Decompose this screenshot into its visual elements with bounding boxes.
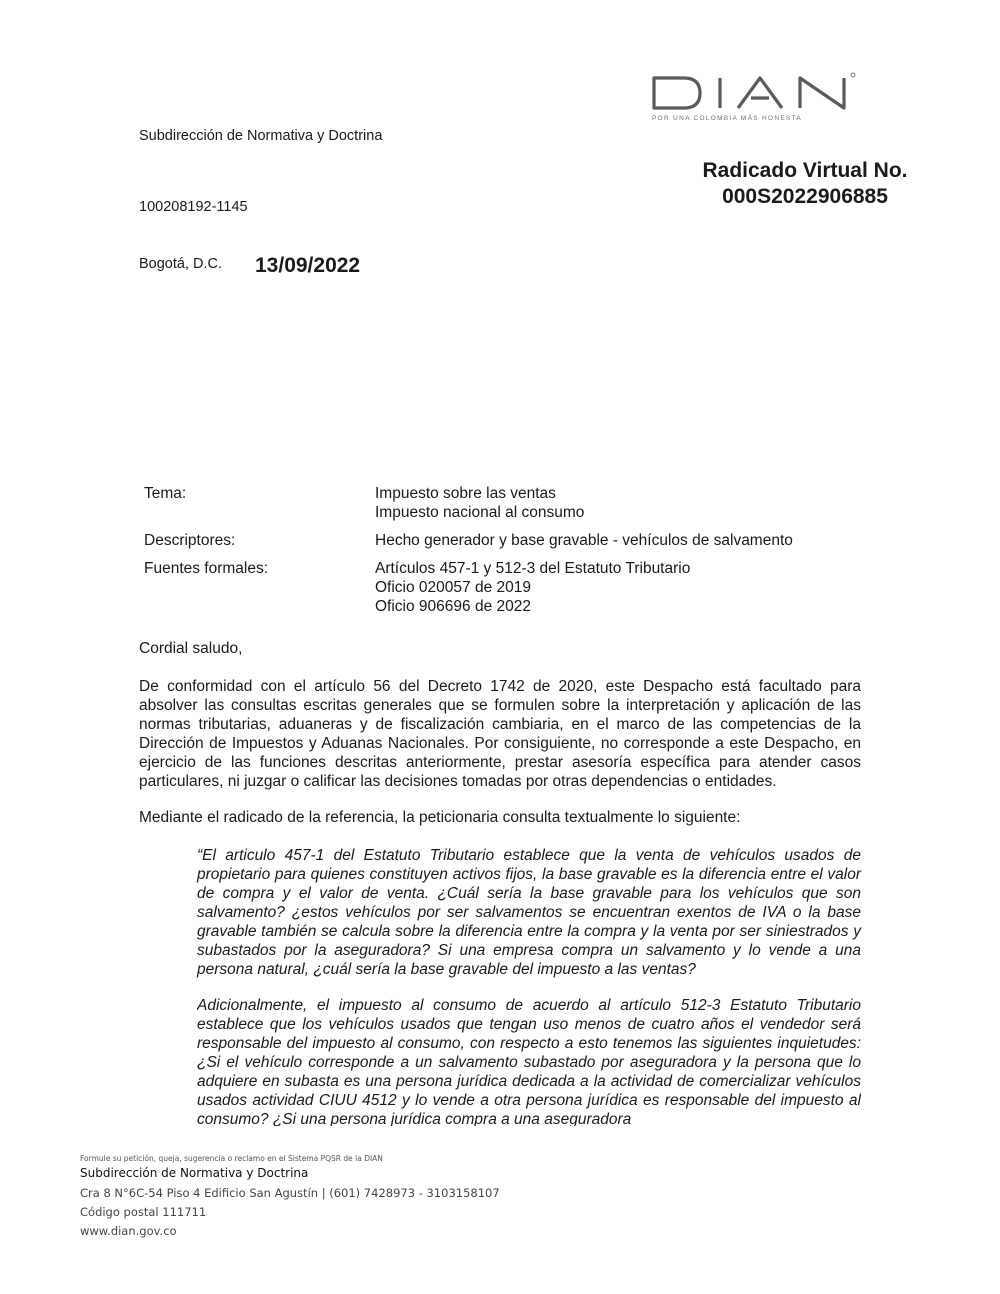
department-header: Subdirección de Normativa y Doctrina [139,128,383,144]
descriptores-value: Hecho generador y base gravable - vehículos de salvamento [375,532,793,549]
footer-address: Cra 8 N°6C-54 Piso 4 Edificio San Agustín | (601) 7428973 - 3103158107 [80,1186,500,1200]
footer-department: Subdirección de Normativa y Doctrina [80,1166,309,1180]
fuentes-values [375,559,864,616]
logo-tagline: POR UNA COLOMBIA MÁS HONESTA [652,115,803,122]
reference-number: 100208192-1145 [139,199,248,215]
letter-date: 13/09/2022 [255,254,361,277]
subject-table [144,484,864,625]
footer [80,1154,500,1241]
radicado-block [680,158,930,210]
tema-values [375,484,864,522]
tema-value: Impuesto nacional al consumo [375,504,585,521]
quote-paragraph-1: “El articulo 457-1 del Estatuto Tributario establece que la venta de vehículos usados de propietario para quienes constituyen activos fijos, la base gravable es la diferencia entre el valor de compra y el valor de venta. ¿Cuál sería la base gravable para los vehículos que son salvamento? ¿estos vehículos por ser salvamentos se encuentran exentos de IVA o la base gravable también se calcula sobre la diferencia entre la compra y la venta por ser siniestrados y subastados por la aseguradora? Si una empresa compra un salvamento y lo vende a una persona natural, ¿cuál sería la base gravable del impuesto a las ventas? [197,847,861,978]
footer-website[interactable]: www.dian.gov.co [80,1224,177,1238]
tema-row [144,484,864,522]
fuentes-value: Oficio 020057 de 2019 [375,579,531,596]
descriptores-label: Descriptores: [144,532,236,549]
descriptores-row [144,531,864,550]
tema-value: Impuesto sobre las ventas [375,485,556,502]
city: Bogotá, D.C. [139,256,223,272]
paragraph-consultation-intro: Mediante el radicado de la referencia, la peticionaria consulta textualmente lo siguiente: [139,809,741,826]
quote-paragraph-2: Adicionalmente, el impuesto al consumo de acuerdo al artículo 512-3 Estatuto Tributario establece que los vehículos usados que tengan uso menos de cuatro años el vendedor será responsable del impuesto al consumo, con respecto a esto tenemos las siguientes inquietudes: ¿Si el vehículo corresponde a un salvamento subastado por aseguradora y la persona que lo adquiere en subasta es una persona jurídica dedicada a la actividad de comercializar vehículos usados actividad CIUU 4512 y lo vende a otra persona jurídica es responsable del impuesto al consumo? ¿Si una persona jurídica compra a una aseguradora [197,997,861,1126]
footer-note: Formule su petición, queja, sugerencia o reclamo en el Sistema PQSR de la DIAN [80,1154,383,1163]
tema-label: Tema: [144,485,187,502]
greeting: Cordial saludo, [139,640,243,657]
footer-postal: Código postal 111711 [80,1205,207,1219]
fuentes-value: Oficio 906696 de 2022 [375,598,531,615]
fuentes-label: Fuentes formales: [144,560,269,577]
paragraph-competence: De conformidad con el artículo 56 del Decreto 1742 de 2020, este Despacho está facultado para absolver las consultas escritas generales que se formulen sobre la interpretación y aplicación de las normas tributarias, aduaneras y de fiscalización cambiaria, en el marco de las competencias de la Dirección de Impuestos y Aduanas Nacionales. Por consiguiente, no corresponde a este Despacho, en ejercicio de las funciones descritas anteriormente, prestar asesoría específica para atender casos particulares, ni juzgar o calificar las decisiones tomadas por otras dependencias o entidades. [139,678,861,790]
radicado-label: Radicado Virtual No. [702,159,908,182]
fuentes-row [144,559,864,616]
radicado-number: 000S2022906885 [722,185,888,208]
fuentes-value: Artículos 457-1 y 512-3 del Estatuto Tributario [375,560,691,577]
